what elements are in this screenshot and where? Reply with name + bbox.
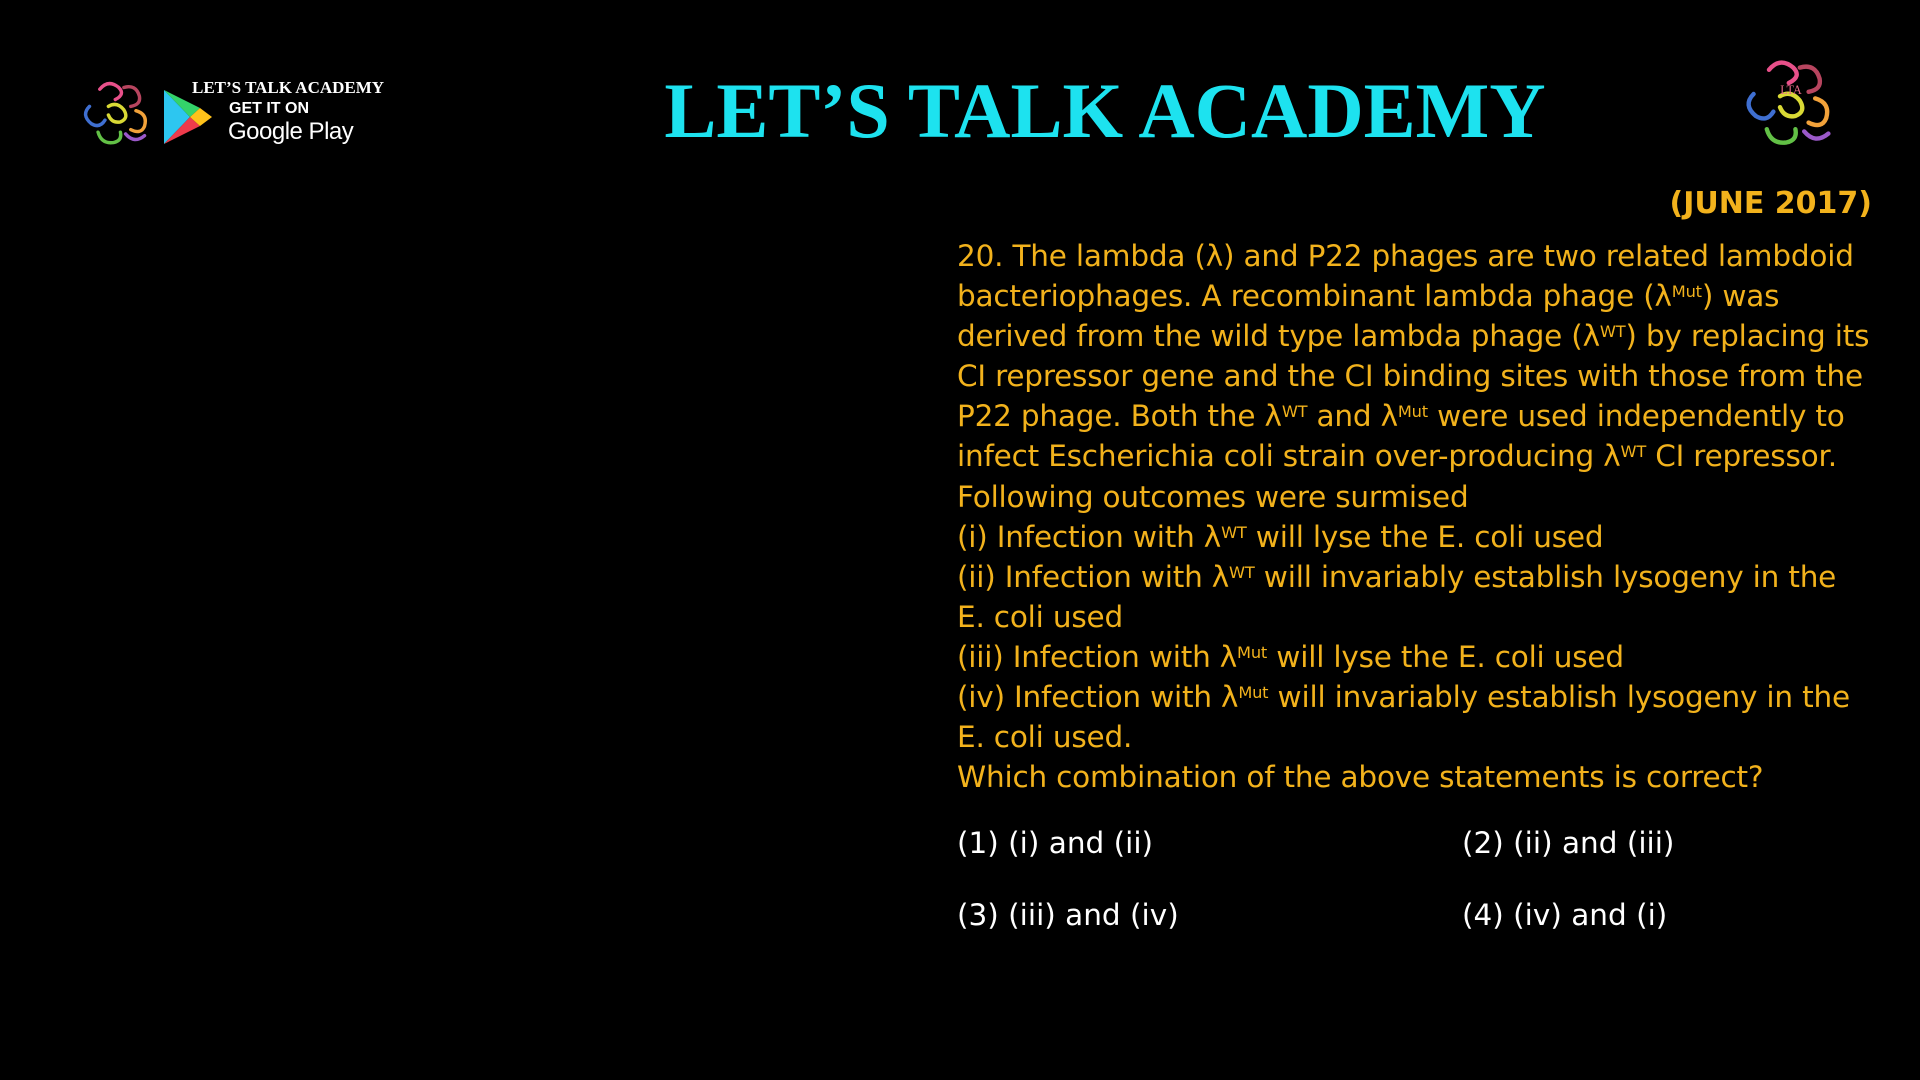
question-line: Which combination of the above statements is correct?	[957, 760, 1764, 795]
question-line: 20. The lambda (λ) and P22 phages are two related lambdoid	[957, 239, 1854, 273]
question-text	[957, 236, 1887, 797]
question-line: (i) Infection with $\lambda^{WT}$ will lyse the E. coli used	[957, 519, 1604, 554]
exam-tag: (JUNE 2017)	[1669, 186, 1872, 221]
question-line: (iii) Infection with $\lambda^{Mut}$ will lyse the E. coli used	[957, 639, 1624, 674]
option-2[interactable]: (2) (ii) and (iii)	[1462, 826, 1675, 860]
question-line: Following outcomes were surmised	[957, 479, 1469, 514]
option-3[interactable]: (3) (iii) and (iv)	[957, 898, 1179, 932]
page-title: LET’S TALK ACADEMY	[664, 67, 1546, 154]
badge-get-it-on: GET IT ON	[229, 100, 309, 117]
question-line: bacteriophages. A recombinant lambda phage $(\lambda^{Mut})$ was	[957, 279, 1780, 314]
option-4[interactable]: (4) (iv) and (i)	[1462, 898, 1668, 932]
question-line: P22 phage. Both the $\lambda^{WT}$ and $\lambda^{Mut}$ were used independently to	[957, 399, 1845, 434]
badge-brand-text: LET’S TALK ACADEMY	[192, 78, 385, 97]
question-line: E. coli used	[957, 599, 1123, 634]
option-1[interactable]: (1) (i) and (ii)	[957, 826, 1154, 860]
question-line: infect Escherichia coli strain over-producing $\lambda^{WT}$ CI repressor.	[957, 439, 1837, 474]
question-line: CI repressor gene and the CI binding sites with those from the	[957, 359, 1863, 394]
question-line: (ii) Infection with $\lambda^{WT}$ will invariably establish lysogeny in the	[957, 559, 1837, 594]
question-line: E. coli used.	[957, 720, 1133, 755]
lta-logo-icon	[1736, 50, 1846, 160]
question-line: (iv) Infection with $\lambda^{Mut}$ will invariably establish lysogeny in the	[957, 680, 1850, 715]
logo-text: LTA	[1780, 83, 1802, 97]
badge-store-name: Google Play	[228, 118, 354, 145]
question-line: derived from the wild type lambda phage $(\lambda^{WT})$ by replacing its	[957, 319, 1870, 354]
